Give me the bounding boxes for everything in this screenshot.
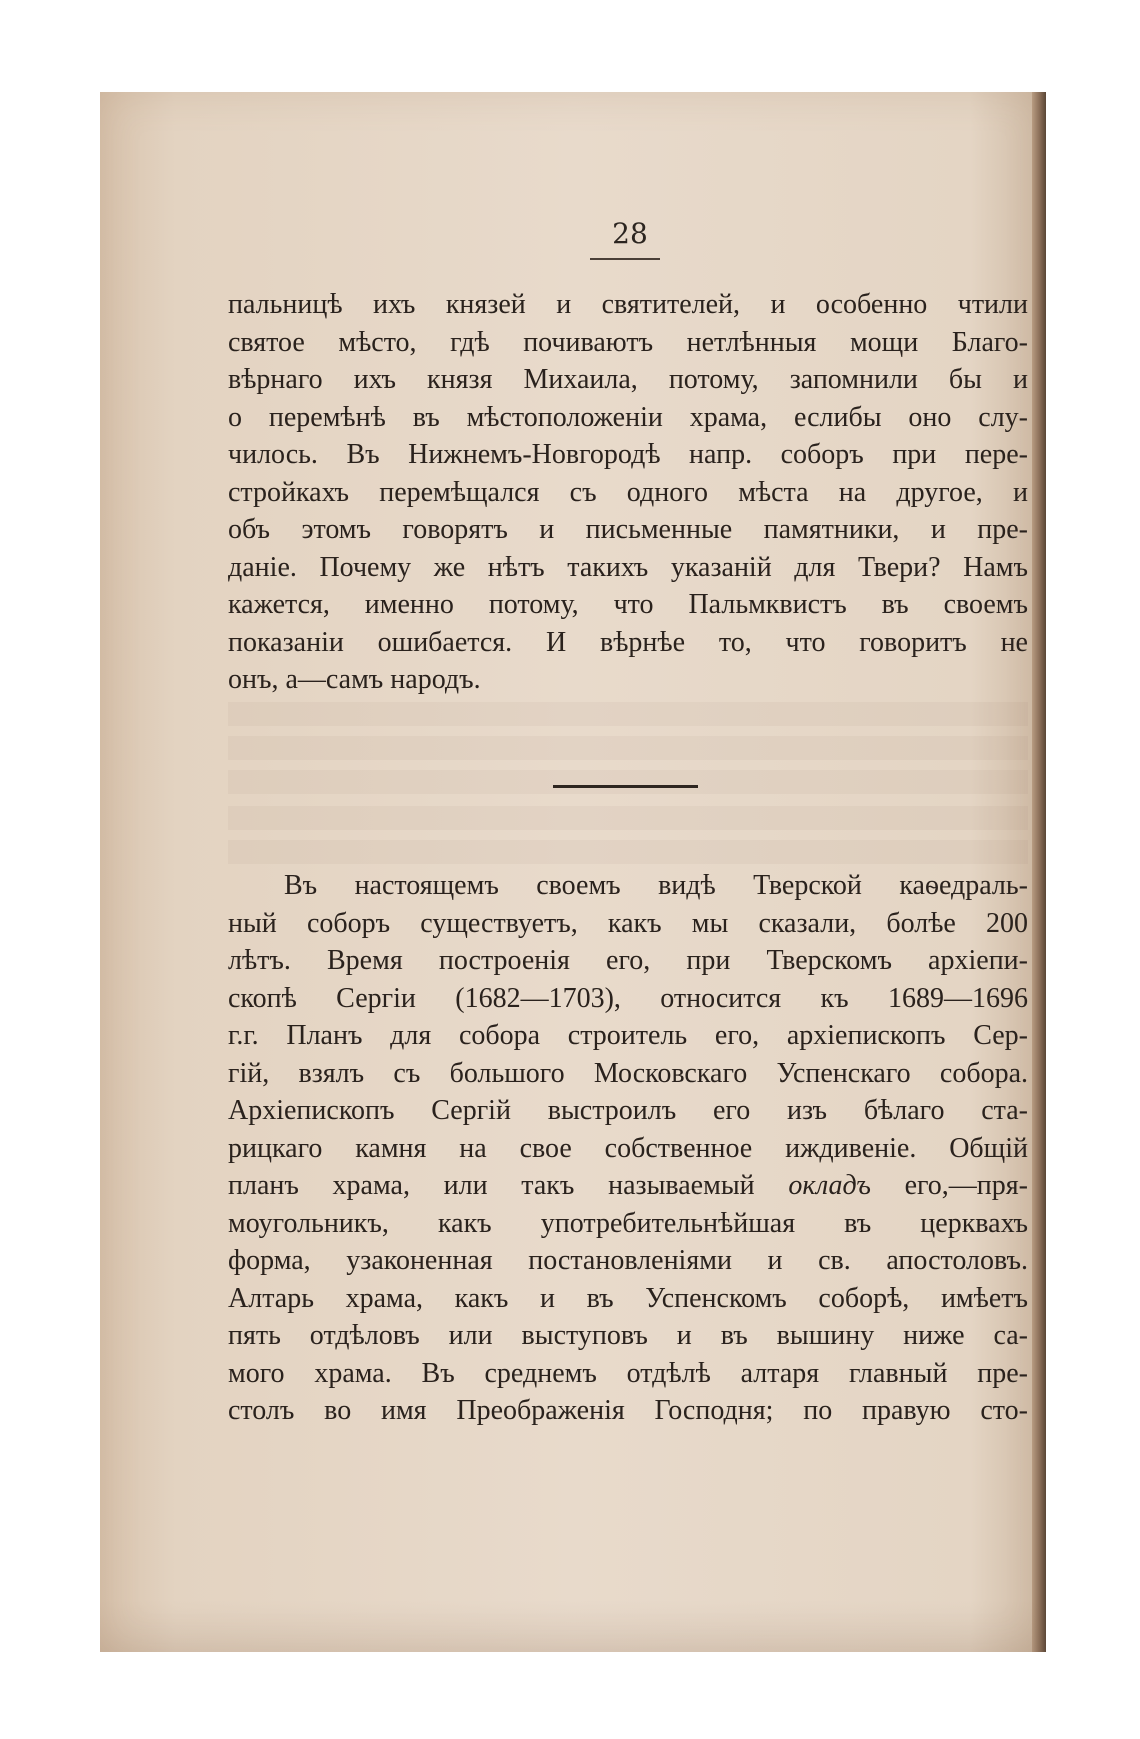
text-line: ный соборъ существуетъ, какъ мы сказали, болѣе 200 bbox=[228, 907, 1028, 939]
page-number: 28 bbox=[612, 217, 648, 250]
paper-bottom-shadow bbox=[100, 1600, 1046, 1652]
text-line: мого храма. Въ среднемъ отдѣлѣ алтаря главный пре- bbox=[228, 1357, 1028, 1389]
text-line: пять отдѣловъ или выступовъ и въ вышину ниже са- bbox=[228, 1320, 1028, 1351]
page-number-rule bbox=[590, 258, 660, 260]
text-line: кажется, именно потому, что Пальмквистъ въ своемъ bbox=[228, 589, 1028, 620]
text-line: объ этомъ говорятъ и письменные памятники, и пре- bbox=[228, 514, 1028, 545]
text-line: Въ настоящемъ своемъ видѣ Тверской каѳедраль- bbox=[284, 870, 1028, 901]
text-line: вѣрнаго ихъ князя Михаила, потому, запомнили бы и bbox=[228, 364, 1028, 395]
text-line: даніе. Почему же нѣтъ такихъ указаній для Твери? Намъ bbox=[228, 551, 1028, 583]
text-line: столъ во имя Преображенія Господня; по правую сто- bbox=[228, 1395, 1028, 1426]
show-through-line bbox=[228, 840, 1028, 864]
section-separator bbox=[553, 785, 698, 788]
text-line: стройкахъ перемѣщался съ одного мѣста на другое, и bbox=[228, 476, 1028, 508]
text-line: святое мѣсто, гдѣ почиваютъ нетлѣнныя мощи Благо- bbox=[228, 326, 1028, 358]
italic-term: окладъ bbox=[788, 1170, 871, 1201]
show-through-line bbox=[228, 702, 1028, 726]
text-line: гій, взялъ съ большого Московскаго Успенскаго собора. bbox=[228, 1057, 1028, 1089]
text-line: моугольникъ, какъ употребительнѣйшая въ церквахъ bbox=[228, 1207, 1028, 1239]
paragraph-1 bbox=[228, 286, 1028, 699]
binding-edge bbox=[1032, 92, 1046, 1652]
show-through-line bbox=[228, 806, 1028, 830]
paragraph-2 bbox=[228, 867, 1028, 1430]
text-line: чилось. Въ Нижнемъ-Новгородѣ напр. соборъ при пере- bbox=[228, 439, 1028, 470]
text-segment: его,—пря- bbox=[870, 1170, 1028, 1201]
show-through-line bbox=[228, 770, 1028, 794]
text-line: форма, узаконенная постановленіями и св. апостоловъ. bbox=[228, 1245, 1028, 1276]
text-line: рицкаго камня на свое собственное иждивеніе. Общій bbox=[228, 1132, 1028, 1164]
text-line: г.г. Планъ для собора строитель его, архіепископъ Сер- bbox=[228, 1020, 1028, 1051]
text-line: пальницѣ ихъ князей и святителей, и особенно чтили bbox=[228, 289, 1028, 320]
text-line: показаніи ошибается. И вѣрнѣе то, что говоритъ не bbox=[228, 626, 1028, 658]
text-line: скопѣ Сергіи (1682—1703), относится къ 1689—1696 bbox=[228, 982, 1028, 1014]
text-line: о перемѣнѣ въ мѣстоположеніи храма, еслибы оно слу- bbox=[228, 401, 1028, 433]
show-through-line bbox=[228, 736, 1028, 760]
text-line-with-italic bbox=[228, 1167, 1028, 1205]
text-segment: планъ храма, или такъ называемый bbox=[228, 1170, 789, 1201]
text-line: онъ, а—самъ народъ. bbox=[228, 664, 481, 695]
text-line: Архіепископъ Сергій выстроилъ его изъ бѣлаго ста- bbox=[228, 1095, 1028, 1126]
text-line: Алтарь храма, какъ и въ Успенскомъ соборѣ, имѣетъ bbox=[228, 1282, 1028, 1314]
text-line: лѣтъ. Время построенія его, при Тверскомъ архіепи- bbox=[228, 945, 1028, 976]
